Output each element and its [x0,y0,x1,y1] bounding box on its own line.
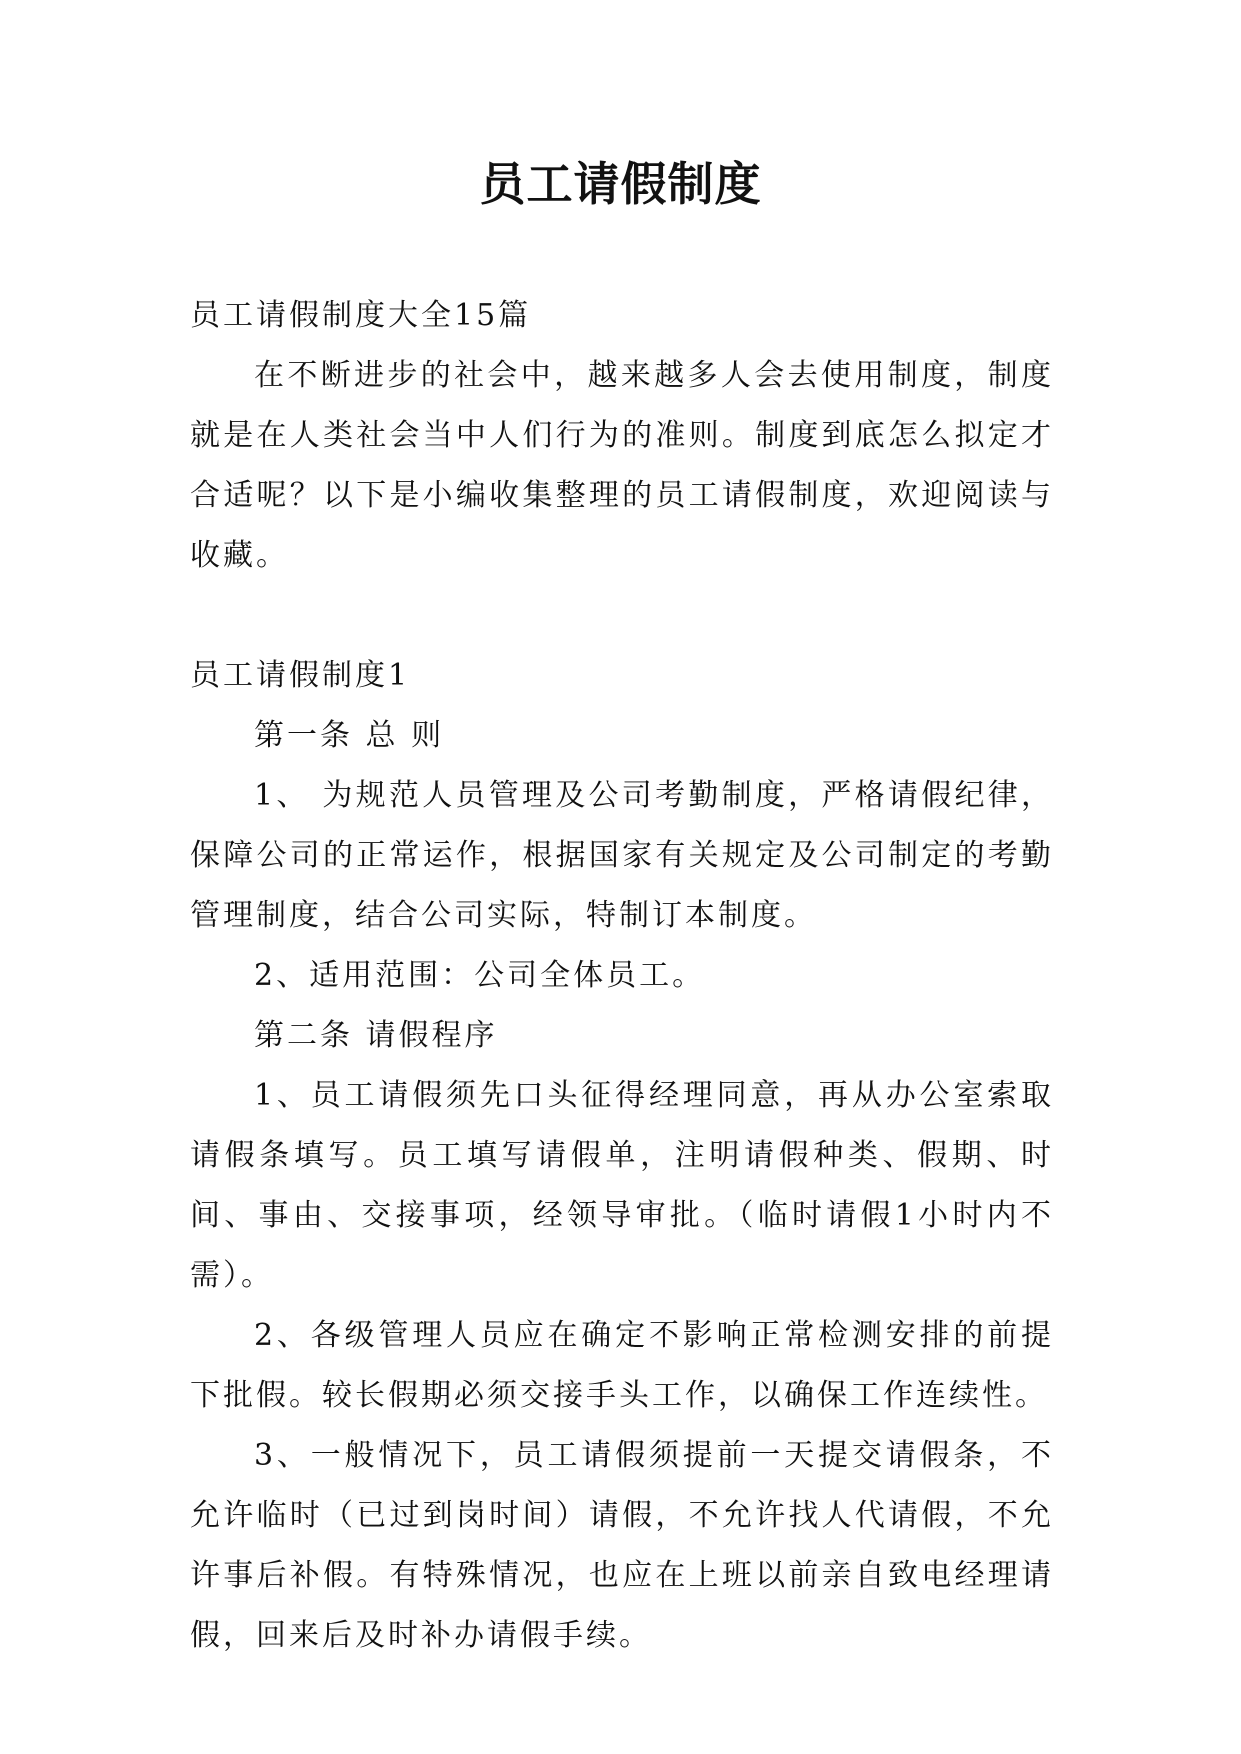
document-title: 员工请假制度 [479,157,762,211]
intro-paragraph: 在不断进步的社会中，越来越多人会去使用制度，制度就是在人类社会当中人们行为的准则。制度到底怎么拟定才合适呢？以下是小编收集整理的员工请假制度，欢迎阅读与收藏。 [190,358,1054,573]
article-heading: 第一条 总 则 [254,718,445,753]
section-heading: 员工请假制度1 [190,658,411,693]
article-paragraph: 3、一般情况下，员工请假须提前一天提交请假条，不允许临时（已过到岗时间）请假，不允许找人代请假，不允许事后补假。有特殊情况，也应在上班以前亲自致电经理请假，回来后及时补办请假手续。 [190,1438,1054,1653]
paragraph-spacer [190,586,1054,646]
article-heading: 第二条 请假程序 [254,1018,498,1053]
article-paragraph: 2、各级管理人员应在确定不影响正常检测安排的前提下批假。较长假期必须交接手头工作，以确保工作连续性。 [190,1318,1054,1413]
article-paragraph: 1、 为规范人员管理及公司考勤制度，严格请假纪律，保障公司的正常运作，根据国家有关规定及公司制定的考勤管理制度，结合公司实际，特制订本制度。 [190,778,1054,933]
article-paragraph: 2、适用范围：公司全体员工。 [254,958,706,993]
article-paragraph: 1、员工请假须先口头征得经理同意，再从办公室索取请假条填写。员工填写请假单，注明请假种类、假期、时间、事由、交接事项，经领导审批。（临时请假1小时内不需）。 [190,1078,1054,1293]
document-body [190,286,1054,1666]
document-subtitle: 员工请假制度大全15篇 [190,298,532,333]
